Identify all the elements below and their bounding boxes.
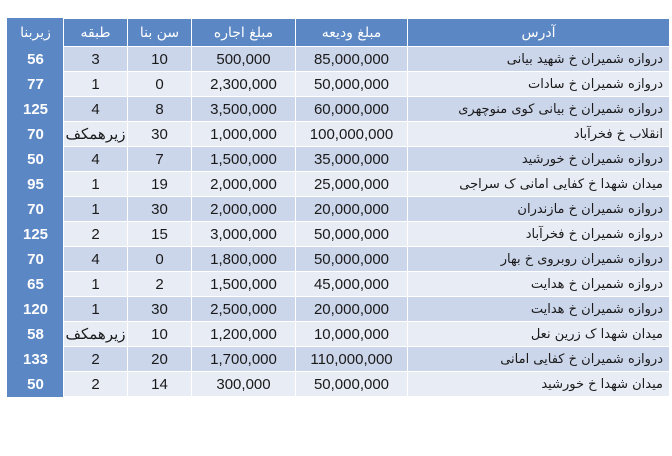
listing-table-container (7, 18, 669, 438)
cell-area: 65 (8, 272, 64, 297)
cell-building-age: 0 (128, 247, 192, 272)
table-row (8, 347, 670, 372)
cell-address: دروازه شمیران خ کفایی امانی (408, 347, 670, 372)
cell-floor: زیرهمکف (64, 322, 128, 347)
cell-building-age: 15 (128, 222, 192, 247)
cell-floor: 4 (64, 247, 128, 272)
header-address: آدرس (408, 19, 670, 47)
cell-building-age: 14 (128, 372, 192, 397)
cell-rent: 1,200,000 (192, 322, 296, 347)
cell-rent: 1,500,000 (192, 147, 296, 172)
cell-deposit: 100,000,000 (296, 122, 408, 147)
cell-building-age: 10 (128, 47, 192, 72)
cell-address: دروازه شمیران خ هدایت (408, 272, 670, 297)
cell-building-age: 19 (128, 172, 192, 197)
cell-floor: 1 (64, 197, 128, 222)
cell-floor: 1 (64, 297, 128, 322)
cell-rent: 2,300,000 (192, 72, 296, 97)
cell-rent: 1,800,000 (192, 247, 296, 272)
table-row (8, 72, 670, 97)
cell-building-age: 8 (128, 97, 192, 122)
cell-deposit: 35,000,000 (296, 147, 408, 172)
table-row (8, 372, 670, 397)
cell-rent: 2,000,000 (192, 197, 296, 222)
cell-address: میدان شهدا خ کفایی امانی ک سراجی (408, 172, 670, 197)
table-row (8, 247, 670, 272)
cell-area: 58 (8, 322, 64, 347)
cell-deposit: 20,000,000 (296, 197, 408, 222)
cell-floor: 3 (64, 47, 128, 72)
cell-rent: 500,000 (192, 47, 296, 72)
cell-address: دروازه شمیران خ هدایت (408, 297, 670, 322)
cell-building-age: 0 (128, 72, 192, 97)
cell-address: دروازه شمیران روبروی خ بهار (408, 247, 670, 272)
table-row (8, 297, 670, 322)
cell-area: 70 (8, 197, 64, 222)
cell-address: دروازه شمیران خ خورشید (408, 147, 670, 172)
cell-floor: 1 (64, 72, 128, 97)
cell-building-age: 10 (128, 322, 192, 347)
table-row (8, 147, 670, 172)
cell-address: میدان شهدا ک زرین نعل (408, 322, 670, 347)
cell-floor: 2 (64, 347, 128, 372)
table-row (8, 97, 670, 122)
cell-building-age: 30 (128, 297, 192, 322)
table-row (8, 197, 670, 222)
cell-address: دروازه شمیران خ شهید بیانی (408, 47, 670, 72)
table-row (8, 172, 670, 197)
cell-address: میدان شهدا خ خورشید (408, 372, 670, 397)
cell-building-age: 2 (128, 272, 192, 297)
cell-building-age: 7 (128, 147, 192, 172)
cell-address: دروازه شمیران خ بیانی کوی منوچهری (408, 97, 670, 122)
header-rent: مبلغ اجاره (192, 19, 296, 47)
cell-area: 56 (8, 47, 64, 72)
cell-address: دروازه شمیران خ فخرآباد (408, 222, 670, 247)
header-area: زیربنا (8, 19, 64, 47)
cell-rent: 300,000 (192, 372, 296, 397)
cell-deposit: 110,000,000 (296, 347, 408, 372)
cell-floor: 1 (64, 272, 128, 297)
cell-floor: 2 (64, 222, 128, 247)
cell-building-age: 30 (128, 197, 192, 222)
cell-address: انقلاب خ فخرآباد (408, 122, 670, 147)
rental-listings-table (7, 18, 670, 397)
cell-rent: 2,500,000 (192, 297, 296, 322)
cell-floor: 4 (64, 147, 128, 172)
table-row (8, 47, 670, 72)
cell-area: 95 (8, 172, 64, 197)
cell-floor: 2 (64, 372, 128, 397)
cell-rent: 3,000,000 (192, 222, 296, 247)
cell-deposit: 10,000,000 (296, 322, 408, 347)
cell-rent: 1,000,000 (192, 122, 296, 147)
cell-rent: 1,500,000 (192, 272, 296, 297)
cell-area: 120 (8, 297, 64, 322)
cell-deposit: 50,000,000 (296, 372, 408, 397)
table-row (8, 122, 670, 147)
cell-floor: 1 (64, 172, 128, 197)
cell-area: 125 (8, 222, 64, 247)
cell-deposit: 50,000,000 (296, 222, 408, 247)
table-row (8, 272, 670, 297)
cell-deposit: 60,000,000 (296, 97, 408, 122)
cell-address: دروازه شمیران خ مازندران (408, 197, 670, 222)
cell-area: 133 (8, 347, 64, 372)
header-row (8, 19, 670, 47)
cell-area: 70 (8, 247, 64, 272)
cell-building-age: 20 (128, 347, 192, 372)
cell-deposit: 45,000,000 (296, 272, 408, 297)
cell-area: 50 (8, 147, 64, 172)
table-row (8, 322, 670, 347)
table-row (8, 222, 670, 247)
cell-area: 50 (8, 372, 64, 397)
header-floor: طبقه (64, 19, 128, 47)
header-building-age: سن بنا (128, 19, 192, 47)
cell-deposit: 50,000,000 (296, 247, 408, 272)
cell-building-age: 30 (128, 122, 192, 147)
cell-deposit: 25,000,000 (296, 172, 408, 197)
cell-floor: 4 (64, 97, 128, 122)
cell-floor: زیرهمکف (64, 122, 128, 147)
cell-deposit: 85,000,000 (296, 47, 408, 72)
cell-rent: 1,700,000 (192, 347, 296, 372)
cell-address: دروازه شمیران خ سادات (408, 72, 670, 97)
cell-rent: 2,000,000 (192, 172, 296, 197)
cell-deposit: 50,000,000 (296, 72, 408, 97)
cell-rent: 3,500,000 (192, 97, 296, 122)
cell-area: 77 (8, 72, 64, 97)
cell-area: 125 (8, 97, 64, 122)
cell-deposit: 20,000,000 (296, 297, 408, 322)
cell-area: 70 (8, 122, 64, 147)
header-deposit: مبلغ ودیعه (296, 19, 408, 47)
table-body (8, 47, 670, 397)
